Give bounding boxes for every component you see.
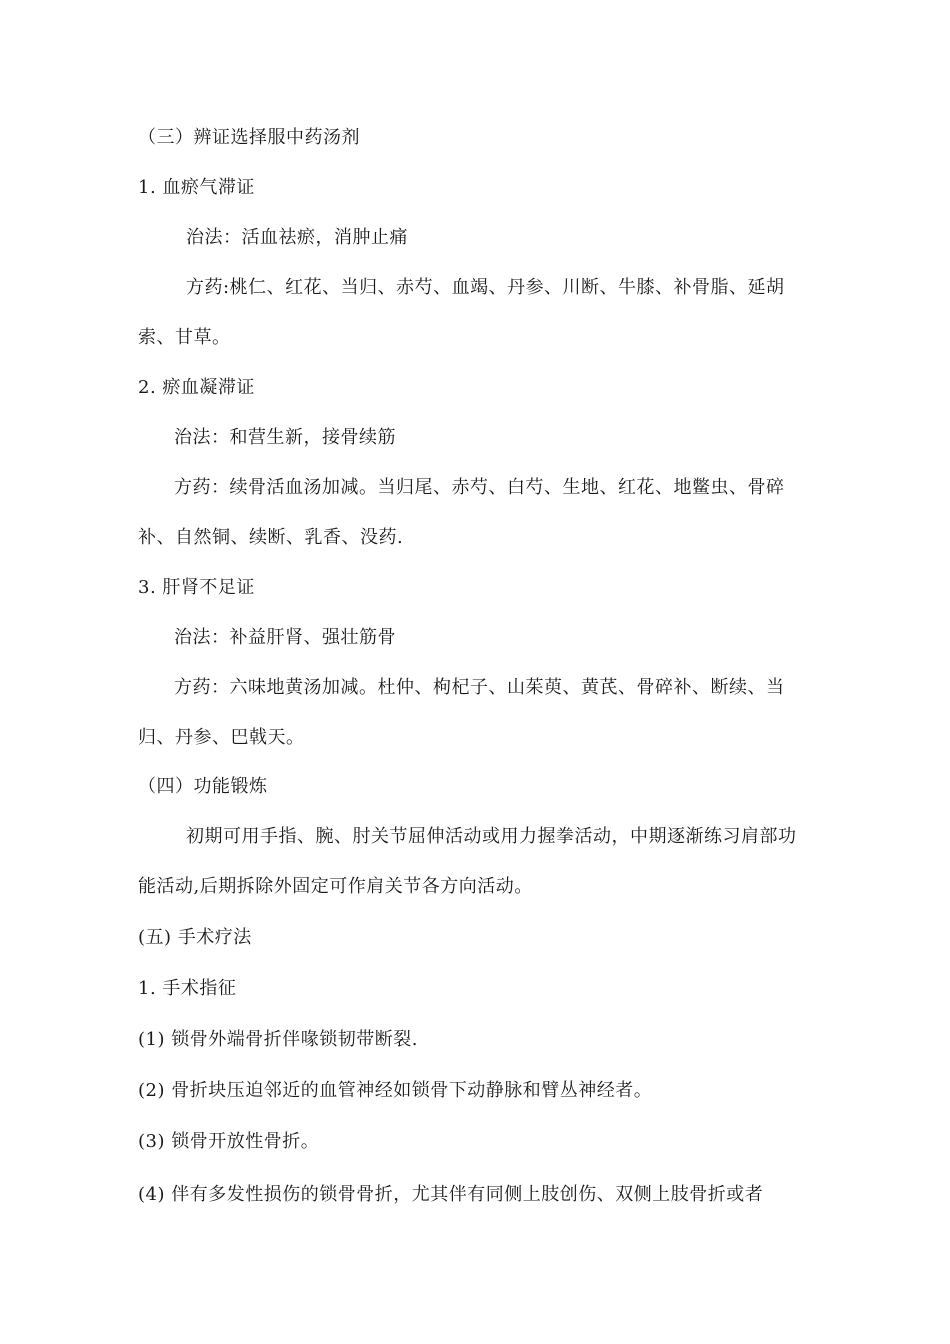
syndrome3-prescription-line2: 归、丹参、巴戟天。 xyxy=(138,727,305,748)
syndrome3-title: 3. 肝肾不足证 xyxy=(138,577,255,598)
section4-heading: （四）功能锻炼 xyxy=(138,776,268,797)
section4-paragraph-line1: 初期可用手指、腕、肘关节屈伸活动或用力握拳活动，中期逐渐练习肩部功 xyxy=(186,826,797,847)
syndrome2-treatment: 治法：和营生新，接骨续筋 xyxy=(174,427,396,448)
syndrome1-prescription-line2: 索、甘草。 xyxy=(138,327,231,348)
syndrome1-prescription-line1: 方药:桃仁、红花、当归、赤芍、血竭、丹参、川断、牛膝、补骨脂、延胡 xyxy=(186,277,785,298)
syndrome2-prescription-line1: 方药：续骨活血汤加减。当归尾、赤芍、白芍、生地、红花、地鳖虫、骨碎 xyxy=(174,477,785,498)
surgery-indications-title: 1. 手术指征 xyxy=(138,978,237,999)
section5-heading: (五) 手术疗法 xyxy=(138,927,252,948)
indication-item: (3) 锁骨开放性骨折。 xyxy=(138,1131,320,1152)
syndrome3-prescription-line1: 方药：六味地黄汤加减。杜仲、枸杞子、山茱萸、黄芪、骨碎补、断续、当 xyxy=(174,677,785,698)
syndrome2-prescription-line2: 补、自然铜、续断、乳香、没药. xyxy=(138,527,404,548)
indication-item: (2) 骨折块压迫邻近的血管神经如锁骨下动静脉和臂丛神经者。 xyxy=(138,1080,653,1101)
syndrome1-treatment: 治法：活血祛瘀，消肿止痛 xyxy=(186,227,408,248)
section3-heading: （三）辨证选择服中药汤剂 xyxy=(138,127,360,148)
syndrome1-title: 1. 血瘀气滞证 xyxy=(138,177,255,198)
section4-paragraph-line2: 能活动,后期拆除外固定可作肩关节各方向活动。 xyxy=(138,876,533,897)
indication-item: (4) 伴有多发性损伤的锁骨骨折，尤其伴有同侧上肢创伤、双侧上肢骨折或者 xyxy=(138,1184,764,1205)
syndrome3-treatment: 治法：补益肝肾、强壮筋骨 xyxy=(174,627,396,648)
syndrome2-title: 2. 瘀血凝滞证 xyxy=(138,377,255,398)
indication-item: (1) 锁骨外端骨折伴喙锁韧带断裂. xyxy=(138,1029,418,1050)
